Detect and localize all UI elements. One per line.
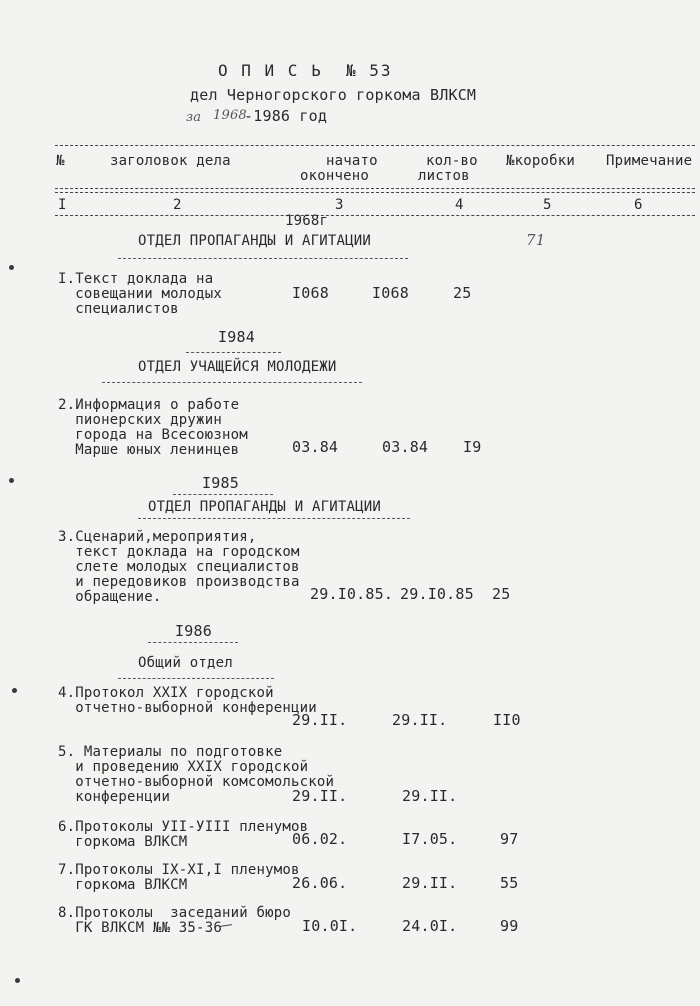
item-end-date: I7.05. bbox=[402, 830, 458, 848]
binder-hole-mark bbox=[12, 688, 17, 693]
binder-hole-mark bbox=[9, 478, 14, 483]
item-title-line: и проведению XXIX городской bbox=[58, 759, 309, 775]
header-rule-top bbox=[55, 145, 695, 146]
section-year: I984 bbox=[218, 328, 255, 346]
item-title-line: 2.Информация о работе bbox=[58, 397, 240, 413]
item-title-line: 8.Протоколы заседаний бюро bbox=[58, 905, 291, 921]
binder-hole-mark bbox=[15, 978, 20, 983]
years-prefix: за bbox=[186, 110, 202, 125]
item-sheet-count: 97 bbox=[500, 830, 519, 848]
section-underline bbox=[118, 678, 274, 679]
col-started-header: начато bbox=[326, 153, 378, 169]
item-sheet-count: 99 bbox=[500, 917, 519, 935]
years-handwritten: 1968 bbox=[213, 108, 247, 123]
item-end-date: 03.84 bbox=[382, 438, 429, 456]
item-start-date: 29.I0.85. bbox=[310, 585, 394, 603]
col-number-5: 5 bbox=[543, 197, 552, 213]
item-title-line: 5. Материалы по подготовке bbox=[58, 744, 283, 760]
item-sheet-count: 25 bbox=[453, 284, 472, 302]
item-title-line: ГК ВЛКСМ №№ 35-36 bbox=[58, 920, 222, 936]
item-title-line: и передовиков производства bbox=[58, 574, 300, 590]
col-number-6: 6 bbox=[634, 197, 643, 213]
item-title-line: конференции bbox=[58, 789, 171, 805]
col-note-header: Примечание bbox=[606, 153, 693, 169]
binder-hole-mark bbox=[9, 265, 14, 270]
col-box-header: №коробки bbox=[506, 153, 576, 169]
item-end-date: 29.II. bbox=[392, 711, 448, 729]
col-ended-header: окончено bbox=[300, 168, 370, 184]
item-start-date: 03.84 bbox=[292, 438, 339, 456]
col-num-header: № bbox=[56, 153, 65, 169]
section-department: ОТДЕЛ ПРОПАГАНДЫ И АГИТАЦИИ bbox=[138, 233, 371, 249]
item-end-date: 24.0I. bbox=[402, 917, 458, 935]
col-title-header: заголовок дела bbox=[110, 153, 231, 169]
strikethrough-mark bbox=[220, 924, 232, 927]
item-start-date: 29.II. bbox=[292, 787, 348, 805]
item-start-date: I068 bbox=[292, 284, 329, 302]
item-title-line: совещании молодых bbox=[58, 286, 222, 302]
section-year-underline bbox=[186, 352, 281, 353]
item-start-date: 06.02. bbox=[292, 830, 348, 848]
item-start-date: 26.06. bbox=[292, 874, 348, 892]
section-underline bbox=[118, 258, 408, 259]
document-title: О П И С Ь № 53 bbox=[218, 61, 393, 80]
col-number-3: 3 bbox=[335, 197, 344, 213]
section-department: ОТДЕЛ УЧАЩЕЙСЯ МОЛОДЕЖИ bbox=[138, 359, 337, 375]
header-rule-mid-2 bbox=[55, 192, 695, 193]
item-end-date: 29.I0.85 bbox=[400, 585, 474, 603]
header-rule-mid bbox=[55, 188, 695, 189]
item-end-date: 29.II. bbox=[402, 787, 458, 805]
item-title-line: 6.Протоколы УII-УIII пленумов bbox=[58, 819, 309, 835]
item-sheet-count: 55 bbox=[500, 874, 519, 892]
item-title-line: обращение. bbox=[58, 589, 162, 605]
header-rule-bottom bbox=[55, 215, 695, 216]
item-title-line: слете молодых специалистов bbox=[58, 559, 300, 575]
item-end-date: I068 bbox=[372, 284, 409, 302]
item-title-line: специалистов bbox=[58, 301, 179, 317]
item-title-line: Марше юных ленинцев bbox=[58, 442, 240, 458]
document-subtitle: дел Черногорского горкома ВЛКСМ bbox=[190, 86, 477, 104]
item-sheet-count: 25 bbox=[492, 585, 511, 603]
item-start-date: 29.II. bbox=[292, 711, 348, 729]
section-department: Общий отдел bbox=[138, 655, 233, 671]
item-title-line: текст доклада на городском bbox=[58, 544, 300, 560]
years-rest: -1986 год bbox=[244, 107, 328, 125]
item-sheet-count: I9 bbox=[463, 438, 482, 456]
item-title-line: 3.Сценарий,мероприятия, bbox=[58, 529, 257, 545]
item-title-line: отчетно-выборной конференции bbox=[58, 700, 317, 716]
section-year: I985 bbox=[202, 474, 239, 492]
col-sheets-header: кол-во bbox=[426, 153, 478, 169]
box-number-handwritten: 71 bbox=[526, 231, 546, 249]
item-title-line: I.Текст доклада на bbox=[58, 271, 214, 287]
item-title-line: горкома ВЛКСМ bbox=[58, 834, 188, 850]
item-title-line: горкома ВЛКСМ bbox=[58, 877, 188, 893]
section-department: ОТДЕЛ ПРОПАГАНДЫ И АГИТАЦИИ bbox=[148, 499, 381, 515]
item-end-date: 29.II. bbox=[402, 874, 458, 892]
section-year-underline bbox=[173, 494, 273, 495]
item-title-line: города на Всесоюзном bbox=[58, 427, 248, 443]
col-number-1: I bbox=[58, 197, 67, 213]
col-sheets-header-2: листов bbox=[418, 168, 470, 184]
item-title-line: 7.Протоколы IX-XI,I пленумов bbox=[58, 862, 300, 878]
section-underline bbox=[138, 518, 410, 519]
section-year: I986 bbox=[175, 622, 212, 640]
item-start-date: I0.0I. bbox=[302, 917, 358, 935]
item-title-line: пионерских дружин bbox=[58, 412, 222, 428]
section-year-underline bbox=[148, 642, 238, 643]
col-number-4: 4 bbox=[455, 197, 464, 213]
section-year: 1968г bbox=[285, 213, 329, 229]
item-sheet-count: II0 bbox=[493, 711, 521, 729]
col-number-2: 2 bbox=[173, 197, 182, 213]
section-underline bbox=[102, 382, 362, 383]
item-title-line: отчетно-выборной комсомольской bbox=[58, 774, 335, 790]
item-title-line: 4.Протокол XXIX городской bbox=[58, 685, 274, 701]
